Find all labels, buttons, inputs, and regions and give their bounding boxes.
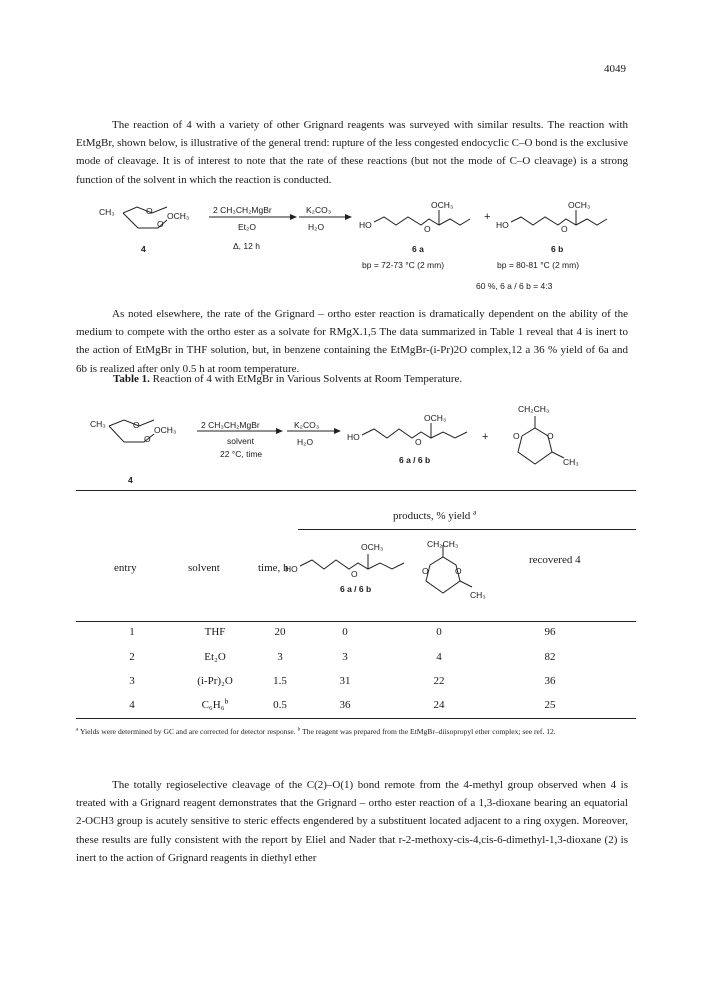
table-reagent: 2 CH₃CH₂MgBr: [201, 420, 260, 430]
cell-entry: 1: [129, 626, 135, 638]
col-header-solvent: solvent: [188, 562, 220, 574]
table-scheme-drawing: [0, 398, 701, 488]
col-header-time: time, h: [258, 562, 289, 574]
paragraph-3-text: The totally regioselective cleavage of the C(2)–O(1) bond remote from the 4-methyl group observed when 4 is treated with a Grignard reagent demonstrates that the Grignard – ortho ester reaction of a 1,3-dioxane bearing an equatorial 2-OCH3 group is acutely sensitive to steric effects engendered by a substituent located adjacent to a ring oxygen. Moreover, these results are fully consistent with the report by Eliel and Nader that r-2-methoxy-cis-4,cis-6-dimethyl-1,3-dioxane (2) is inert to the action of Grignard reagents in diethyl ether: [76, 779, 628, 864]
paragraph-2-text: As noted elsewhere, the rate of the Grignard – ortho ester reaction is dramatically dependent on the ability of the medium to compete with the ortho ester as a solvate for RMgX.1,5 The data summarized in Table 1 reveal that 4 is inert to the action of EtMgBr in THF solution, but, in benzene containing the EtMgBr-(i-Pr)2O complex,12 a 36 % yield of 6a and 6b is realized after only 0.5 h at room temperature.: [76, 308, 628, 375]
table-workup-water: H₂O: [297, 437, 314, 447]
col-header-6a6b-chain: [300, 560, 404, 569]
table-product-ho: HO: [347, 432, 360, 442]
table-workup-base: K₂CO₃: [294, 420, 320, 430]
cell-yield-dioxane: 4: [436, 651, 442, 663]
sm-ring-o-1: O: [146, 206, 153, 216]
table-sm-ch3: CH₃: [90, 419, 106, 429]
paragraph-2: [76, 305, 628, 378]
table-scheme-plus: +: [482, 431, 489, 443]
product-6a-o: O: [424, 224, 431, 234]
scheme-1-reagent: 2 CH₃CH₂MgBr: [213, 205, 272, 215]
col-header-dioxane-ch3: CH₃: [470, 590, 486, 600]
col-header-dioxane-methyl-bond: [460, 581, 472, 587]
scheme-1-workup-base: K₂CO₃: [306, 205, 332, 215]
table-sm-o-2: O: [144, 434, 151, 444]
scheme-1-plus: +: [484, 211, 491, 223]
product-6b-chain: [511, 217, 607, 225]
table-header-rule: [76, 621, 636, 622]
products-header-footnote-mark: a: [473, 507, 477, 517]
product-6a-chain: [374, 217, 470, 225]
cell-recovered: 82: [544, 651, 556, 663]
cell-solvent: (i-Pr)₂O: [197, 675, 233, 687]
cell-solvent-text: C₆H₆: [201, 699, 225, 711]
cell-yield-dioxane: 22: [433, 675, 445, 687]
cell-solvent-footnote-mark: b: [224, 696, 229, 706]
footnote-a: Yields were determined by GC and are corrected for detector response.: [79, 727, 296, 736]
col-header-recovered: recovered 4: [529, 554, 581, 566]
table-sm-och3: OCH₃: [154, 425, 177, 435]
table-sm-ring-top: [109, 420, 154, 426]
product-6b-och3: OCH₃: [568, 200, 591, 210]
cell-solvent: THF: [204, 626, 226, 638]
product-6a-bp: bp = 72-73 °C (2 mm): [362, 260, 445, 270]
scheme-1-reagent-solvent: Et₂O: [238, 222, 256, 232]
sm-compound-label: 4: [141, 244, 146, 254]
table-product-och3: OCH₃: [424, 413, 447, 423]
product-6b-bp: bp = 80-81 °C (2 mm): [497, 260, 580, 270]
table-caption: [113, 373, 462, 385]
col-header-6a6b-ho: HO: [285, 564, 298, 574]
cell-yield-6a6b: 31: [339, 675, 351, 687]
footnote-b: The reagent was prepared from the EtMgBr–diisopropyl ether complex; see ref. 12.: [302, 727, 556, 736]
cell-solvent: Et₂O: [204, 651, 226, 663]
table-reagent-conditions: 22 °C, time: [220, 449, 263, 459]
cell-recovered: 96: [544, 626, 556, 638]
table-sm-label: 4: [128, 475, 133, 485]
cell-yield-6a6b: 3: [342, 651, 348, 663]
scheme-1-yield-ratio: 60 %, 6 a / 6 b = 4:3: [476, 281, 553, 291]
cell-yield-6a6b: 36: [339, 699, 351, 711]
products-header: [393, 507, 477, 522]
cell-entry: 2: [129, 651, 135, 663]
table-product-label: 6 a / 6 b: [399, 455, 431, 465]
product-6a-ho: HO: [359, 220, 372, 230]
table-caption-text: Reaction of 4 with EtMgBr in Various Solvents at Room Temperature.: [152, 373, 463, 385]
col-header-dioxane-o-2: O: [455, 566, 462, 576]
sm-och3: OCH₃: [167, 211, 190, 221]
scheme-1-arrowhead-1: [290, 214, 297, 220]
cell-time: 0.5: [273, 699, 287, 711]
cell-yield-dioxane: 24: [433, 699, 445, 711]
table-dioxane-o-2: O: [547, 431, 554, 441]
col-header-dioxane-o-1: O: [422, 566, 429, 576]
col-header-dioxane-ethyl: CH₂CH₃: [427, 539, 459, 549]
products-header-text: products, % yield: [393, 510, 471, 522]
paragraph-1: [76, 116, 628, 189]
table-dioxane-ch3: CH₃: [563, 457, 579, 467]
cell-entry: 4: [129, 699, 135, 711]
cell-recovered: 25: [544, 699, 556, 711]
scheme-1-conditions: Δ, 12 h: [233, 241, 260, 251]
col-header-6a6b-label: 6 a / 6 b: [340, 584, 372, 594]
product-6a-och3: OCH₃: [431, 200, 454, 210]
table-product-o: O: [415, 437, 422, 447]
footnote-b-mark: b: [297, 726, 301, 733]
table-dioxane-o-1: O: [513, 431, 520, 441]
paragraph-3: [76, 776, 628, 867]
sm-ring-o-2: O: [157, 219, 164, 229]
cell-solvent: [185, 696, 245, 711]
table-bottom-rule: [76, 718, 636, 719]
table-top-rule: [76, 490, 636, 491]
table-dioxane-ethyl: CH₂CH₃: [518, 404, 550, 414]
cell-time: 20: [274, 626, 286, 638]
table-arrowhead-1: [276, 428, 283, 434]
sm-ch3: CH₃: [99, 207, 115, 217]
cell-yield-6a6b: 0: [342, 626, 348, 638]
product-6b-o: O: [561, 224, 568, 234]
cell-recovered: 36: [544, 675, 556, 687]
cell-entry: 3: [129, 675, 135, 687]
footnote-a-mark: a: [76, 726, 79, 733]
product-6b-ho: HO: [496, 220, 509, 230]
product-6b-label: 6 b: [551, 244, 564, 254]
col-header-6a6b-och3: OCH₃: [361, 542, 384, 552]
cell-time: 1.5: [273, 675, 287, 687]
table-footnotes: [76, 725, 636, 738]
table-caption-label: Table 1.: [113, 373, 150, 385]
table-sm-o-1: O: [133, 420, 140, 430]
table-reagent-solvent: solvent: [227, 436, 254, 446]
cell-yield-dioxane: 0: [436, 626, 442, 638]
table-products-rule: [298, 529, 636, 530]
col-header-6a6b-o: O: [351, 569, 358, 579]
table-arrowhead-2: [334, 428, 341, 434]
sm-ring-top: [123, 207, 167, 213]
paragraph-1-text: The reaction of 4 with a variety of other Grignard reagents was surveyed with similar results. The reaction with EtMgBr, shown below, is illustrative of the general trend: rupture of the less congested endocyclic C–O bond is the exclusive mode of cleavage. It is of interest to note that the rate of these reactions (but not the mode of C–O cleavage) is a strong function of the solvent in which the reaction is conducted.: [76, 119, 628, 186]
page-number: 4049: [604, 63, 626, 75]
cell-time: 3: [277, 651, 283, 663]
col-header-entry: entry: [114, 562, 137, 574]
scheme-1-workup-water: H₂O: [308, 222, 325, 232]
product-6a-label: 6 a: [412, 244, 424, 254]
scheme-1-arrowhead-2: [345, 214, 352, 220]
